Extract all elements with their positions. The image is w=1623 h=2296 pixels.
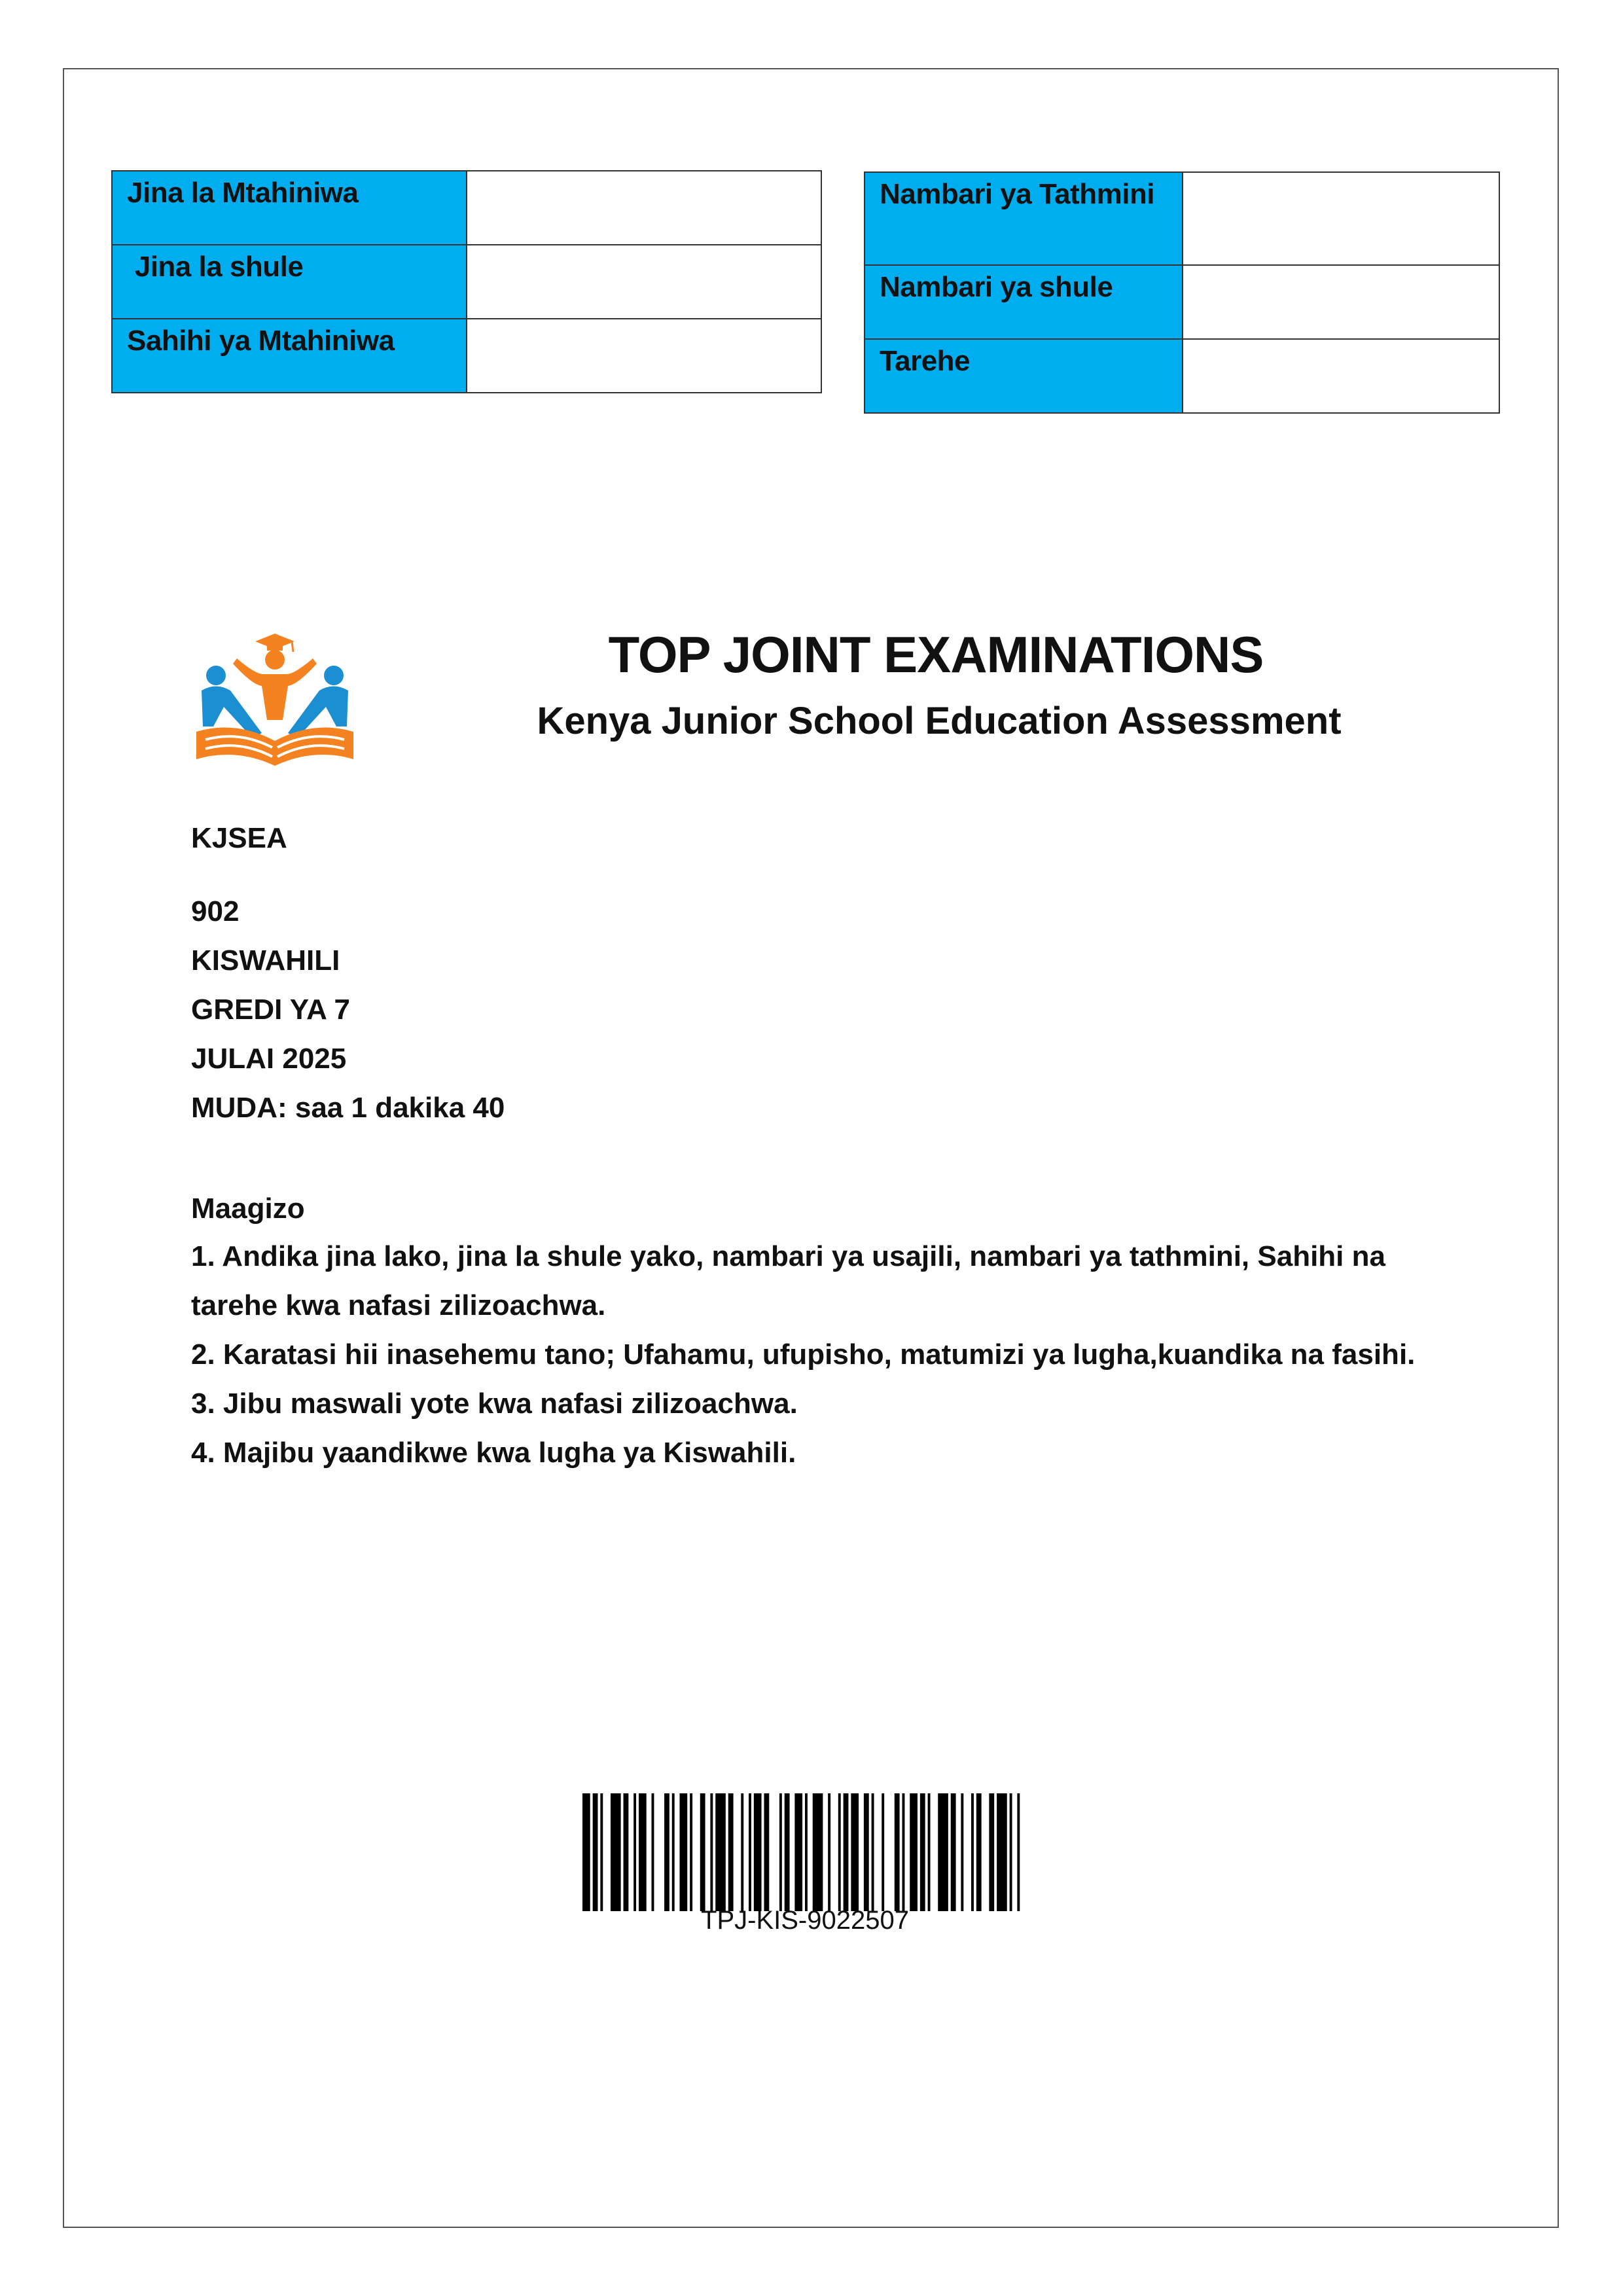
barcode-bar <box>700 1793 705 1911</box>
table-row <box>865 172 1499 265</box>
barcode-bar <box>633 1793 636 1911</box>
barcode-bar <box>794 1793 802 1911</box>
barcode-bar <box>1017 1793 1020 1911</box>
exam-subtitle: Kenya Junior School Education Assessment <box>537 700 1342 742</box>
instructions-title: Maagizo <box>191 1193 305 1225</box>
barcode-bar <box>764 1793 769 1911</box>
subject-name: KISWAHILI <box>191 944 340 977</box>
barcode-bar <box>910 1793 918 1911</box>
barcode-bar <box>600 1793 603 1911</box>
barcode-bar <box>754 1793 762 1911</box>
assessment-number-label: Nambari ya Tathmini <box>865 172 1183 265</box>
barcode-bar <box>652 1793 654 1911</box>
barcode-bar <box>741 1793 743 1911</box>
exam-code: KJSEA <box>191 822 287 854</box>
barcode-bar <box>715 1793 726 1911</box>
barcode-bar <box>851 1793 859 1911</box>
barcode-bar <box>690 1793 692 1911</box>
barcode-bar <box>639 1793 647 1911</box>
list-item: 2. Karatasi hii inasehemu tano; Ufahamu, ufupisho, matumizi ya lugha,kuandika na fasihi. <box>191 1338 1416 1371</box>
barcode-bar <box>989 1793 994 1911</box>
grade-level: GREDI YA 7 <box>191 994 350 1026</box>
paper-number: 902 <box>191 895 240 927</box>
barcode-bar <box>828 1793 830 1911</box>
list-item: 1. Andika jina lako, jina la shule yako, nambari ya usajili, nambari ya tathmini, Sahihi na tarehe kwa nafasi zilizoachwa. <box>191 1240 1385 1321</box>
barcode-bar <box>805 1793 808 1911</box>
table-row <box>112 171 821 245</box>
exam-duration: MUDA: saa 1 dakika 40 <box>191 1092 505 1124</box>
barcode-bar <box>664 1793 669 1911</box>
barcode-bar <box>582 1793 590 1911</box>
assessment-info-table <box>864 171 1500 414</box>
logo-icon <box>190 628 360 772</box>
date-label: Tarehe <box>865 339 1183 413</box>
barcode-bar <box>920 1793 925 1911</box>
exam-title: TOP JOINT EXAMINATIONS <box>608 626 1264 683</box>
barcode-bar <box>624 1793 629 1911</box>
assessment-number-field[interactable] <box>1183 172 1499 265</box>
barcode-bar <box>779 1793 782 1911</box>
date-field[interactable] <box>1183 339 1499 413</box>
barcode-bar <box>864 1793 869 1911</box>
barcode-bar <box>1010 1793 1012 1911</box>
barcode-bar <box>785 1793 790 1911</box>
school-name-field[interactable] <box>467 245 821 319</box>
table-row <box>865 339 1499 413</box>
instructions-list <box>191 1232 1435 1477</box>
barcode-bar <box>838 1793 841 1911</box>
barcode-bar <box>813 1793 823 1911</box>
barcode-bar <box>710 1793 713 1911</box>
school-name-label: Jina la shule <box>112 245 467 319</box>
barcode-icon <box>582 1793 1027 1911</box>
list-item: 4. Majibu yaandikwe kwa lugha ya Kiswahili. <box>191 1437 796 1469</box>
barcode-bar <box>844 1793 849 1911</box>
list-item: 3. Jibu maswali yote kwa nafasi zilizoachwa. <box>191 1388 798 1420</box>
candidate-signature-field[interactable] <box>467 319 821 393</box>
barcode-bar <box>680 1793 688 1911</box>
table-row <box>112 319 821 393</box>
table-row <box>112 245 821 319</box>
barcode-bar <box>928 1793 931 1911</box>
candidate-signature-label: Sahihi ya Mtahiniwa <box>112 319 467 393</box>
school-number-label: Nambari ya shule <box>865 265 1183 339</box>
barcode-bar <box>728 1793 734 1911</box>
barcode-bar <box>672 1793 675 1911</box>
candidate-name-label: Jina la Mtahiniwa <box>112 171 467 245</box>
table-row <box>865 265 1499 339</box>
barcode-bar <box>902 1793 905 1911</box>
barcode-bar <box>976 1793 982 1911</box>
barcode-number: TPJ-KIS-9022507 <box>701 1906 909 1935</box>
barcode-bar <box>997 1793 1007 1911</box>
barcode-bar <box>951 1793 956 1911</box>
barcode-bar <box>895 1793 900 1911</box>
barcode-bar <box>593 1793 598 1911</box>
candidate-info-table <box>111 170 822 393</box>
barcode-bar <box>872 1793 874 1911</box>
candidate-name-field[interactable] <box>467 171 821 245</box>
school-number-field[interactable] <box>1183 265 1499 339</box>
barcode-bar <box>971 1793 974 1911</box>
barcode-bar <box>611 1793 621 1911</box>
barcode-bar <box>961 1793 963 1911</box>
exam-date: JULAI 2025 <box>191 1043 347 1075</box>
barcode-bar <box>749 1793 751 1911</box>
barcode-bar <box>882 1793 884 1911</box>
barcode-bar <box>938 1793 948 1911</box>
